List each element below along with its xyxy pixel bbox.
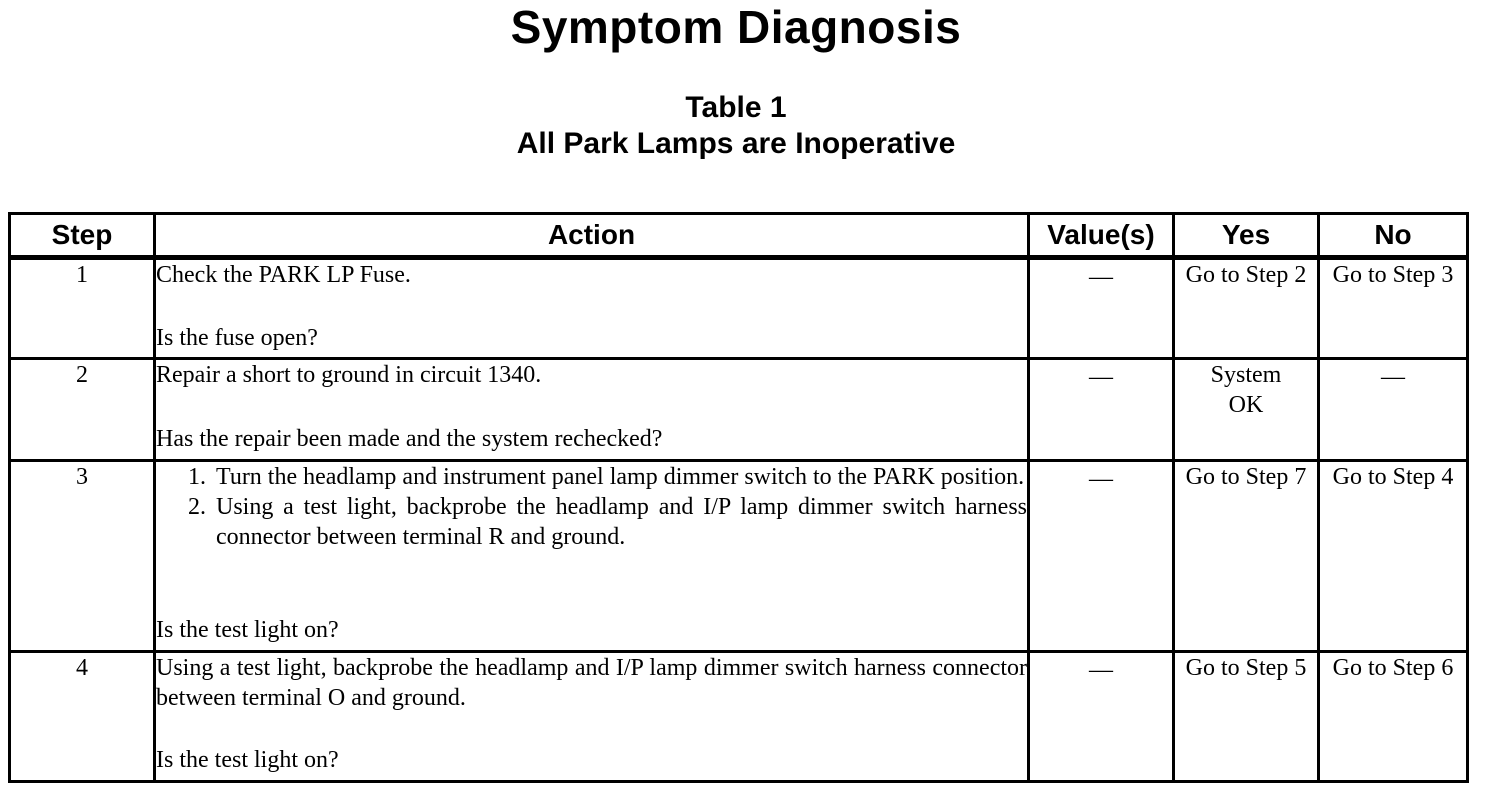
value-cell bbox=[1029, 359, 1174, 461]
action-cell bbox=[155, 461, 1029, 652]
action-list bbox=[156, 462, 1027, 552]
step-number: 2 bbox=[10, 359, 155, 461]
table-row bbox=[10, 652, 1468, 782]
no-cell: Go to Step 3 bbox=[1319, 258, 1468, 359]
action-list-item: 1. Turn the headlamp and instrument panel lamp dimmer switch to the PARK position. bbox=[212, 462, 1027, 492]
table-row bbox=[10, 461, 1468, 652]
table-row bbox=[10, 359, 1468, 461]
table-header-row bbox=[10, 214, 1468, 258]
action-question: Is the fuse open? bbox=[156, 325, 318, 351]
action-text: Using a test light, backprobe the headlamp and I/P lamp dimmer switch harness connector between terminal O and ground. bbox=[156, 655, 1027, 711]
action-cell bbox=[155, 652, 1029, 782]
yes-cell: Go to Step 5 bbox=[1174, 652, 1319, 782]
value-dash: — bbox=[1089, 466, 1113, 492]
value-cell bbox=[1029, 461, 1174, 652]
yes-cell: Go to Step 7 bbox=[1174, 461, 1319, 652]
action-text: Repair a short to ground in circuit 1340. bbox=[156, 362, 542, 388]
no-cell bbox=[1319, 359, 1468, 461]
header-no: No bbox=[1319, 214, 1468, 258]
step-number: 1 bbox=[10, 258, 155, 359]
header-step: Step bbox=[10, 214, 155, 258]
table-title: All Park Lamps are Inoperative bbox=[516, 127, 956, 160]
action-question: Is the test light on? bbox=[156, 617, 339, 643]
value-dash: — bbox=[1089, 364, 1113, 390]
table-number: Table 1 bbox=[685, 91, 787, 124]
diagnosis-table bbox=[8, 212, 1469, 783]
page-title: Symptom Diagnosis bbox=[510, 1, 962, 53]
table-caption bbox=[0, 90, 1472, 162]
yes-cell: System OK bbox=[1174, 359, 1319, 461]
action-cell bbox=[155, 359, 1029, 461]
step-number: 3 bbox=[10, 461, 155, 652]
value-dash: — bbox=[1089, 657, 1113, 683]
value-cell bbox=[1029, 652, 1174, 782]
header-action: Action bbox=[155, 214, 1029, 258]
header-values: Value(s) bbox=[1029, 214, 1174, 258]
no-dash: — bbox=[1381, 364, 1405, 390]
action-list-item: 2. Using a test light, backprobe the headlamp and I/P lamp dimmer switch harness connector between terminal R and ground. bbox=[212, 492, 1027, 552]
action-question: Has the repair been made and the system rechecked? bbox=[156, 426, 663, 452]
table-row bbox=[10, 258, 1468, 359]
no-cell: Go to Step 4 bbox=[1319, 461, 1468, 652]
step-number: 4 bbox=[10, 652, 155, 782]
header-yes: Yes bbox=[1174, 214, 1319, 258]
action-cell bbox=[155, 258, 1029, 359]
action-question: Is the test light on? bbox=[156, 747, 339, 773]
yes-cell: Go to Step 2 bbox=[1174, 258, 1319, 359]
value-cell bbox=[1029, 258, 1174, 359]
value-dash: — bbox=[1089, 264, 1113, 290]
no-cell: Go to Step 6 bbox=[1319, 652, 1468, 782]
action-text: Check the PARK LP Fuse. bbox=[156, 262, 411, 288]
